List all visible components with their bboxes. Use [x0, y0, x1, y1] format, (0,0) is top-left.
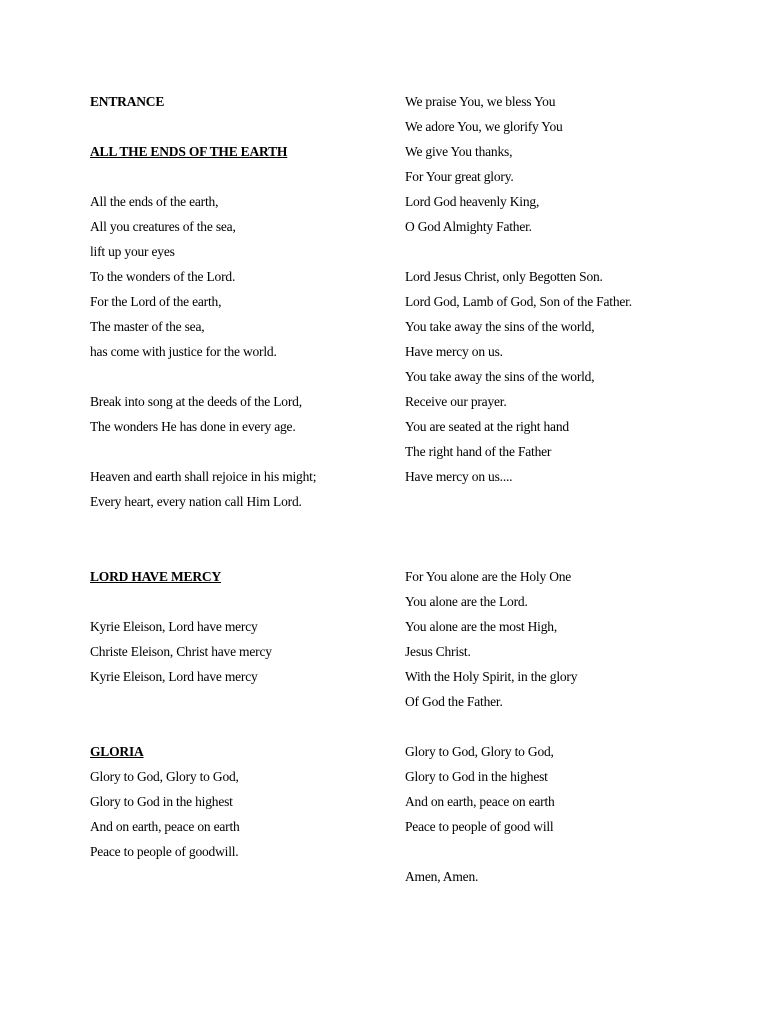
blank-line — [90, 164, 390, 189]
lyric-line: O God Almighty Father. — [405, 219, 532, 234]
lyric-line: All the ends of the earth, — [90, 194, 219, 209]
lyric-line: For the Lord of the earth, — [90, 294, 222, 309]
lyric-line: You alone are the Lord. — [405, 594, 528, 609]
blank-line — [90, 714, 390, 739]
lyric-line: You take away the sins of the world, — [405, 369, 595, 384]
lyric-line: Peace to people of good will — [405, 819, 554, 834]
blank-line — [405, 489, 735, 514]
lyric-line: Have mercy on us. — [405, 344, 503, 359]
lyric-line: Christe Eleison, Christ have mercy — [90, 644, 272, 659]
blank-line — [405, 514, 735, 539]
lyric-line: All you creatures of the sea, — [90, 219, 236, 234]
lyric-line: lift up your eyes — [90, 244, 175, 259]
lyric-line: Lord God heavenly King, — [405, 194, 540, 209]
lyric-line: You alone are the most High, — [405, 619, 558, 634]
blank-line — [90, 589, 390, 614]
blank-line — [90, 364, 390, 389]
blank-line — [405, 539, 735, 564]
lyric-line: We praise You, we bless You — [405, 94, 556, 109]
lyric-line: Every heart, every nation call Him Lord. — [90, 494, 302, 509]
lyric-line: With the Holy Spirit, in the glory — [405, 669, 578, 684]
section-title: ALL THE ENDS OF THE EARTH — [90, 144, 288, 159]
lyric-line: Break into song at the deeds of the Lord, — [90, 394, 302, 409]
lyric-line: We adore You, we glorify You — [405, 119, 563, 134]
blank-line — [90, 114, 390, 139]
lyric-line: You are seated at the right hand — [405, 419, 569, 434]
lyric-line: Kyrie Eleison, Lord have mercy — [90, 669, 258, 684]
lyric-line: Peace to people of goodwill. — [90, 844, 239, 859]
blank-line — [405, 839, 735, 864]
lyric-line: Of God the Father. — [405, 694, 503, 709]
lyric-line: The right hand of the Father — [405, 444, 552, 459]
section-heading: ENTRANCE — [90, 94, 165, 109]
lyric-line: Amen, Amen. — [405, 869, 479, 884]
lyric-line: Heaven and earth shall rejoice in his might; — [90, 469, 317, 484]
lyric-line: For Your great glory. — [405, 169, 514, 184]
lyric-line: We give You thanks, — [405, 144, 513, 159]
lyric-line: has come with justice for the world. — [90, 344, 277, 359]
lyric-line: And on earth, peace on earth — [405, 794, 555, 809]
lyric-line: Lord Jesus Christ, only Begotten Son. — [405, 269, 603, 284]
lyric-line: Glory to God, Glory to God, — [90, 769, 239, 784]
blank-line — [90, 514, 390, 539]
lyric-line: Lord God, Lamb of God, Son of the Father. — [405, 294, 632, 309]
blank-line — [405, 714, 735, 739]
blank-line — [90, 539, 390, 564]
lyric-line: Jesus Christ. — [405, 644, 471, 659]
lyric-line: Glory to God in the highest — [90, 794, 233, 809]
section-title: LORD HAVE MERCY — [90, 569, 222, 584]
lyric-line: Kyrie Eleison, Lord have mercy — [90, 619, 258, 634]
lyric-line: To the wonders of the Lord. — [90, 269, 236, 284]
blank-line — [405, 239, 735, 264]
lyric-line: Glory to God in the highest — [405, 769, 548, 784]
right-column — [405, 89, 735, 889]
lyric-line: Glory to God, Glory to God, — [405, 744, 554, 759]
lyric-line: And on earth, peace on earth — [90, 819, 240, 834]
lyric-line: The wonders He has done in every age. — [90, 419, 296, 434]
left-column — [90, 89, 390, 864]
lyric-line: Receive our prayer. — [405, 394, 507, 409]
blank-line — [90, 689, 390, 714]
blank-line — [90, 439, 390, 464]
section-title: GLORIA — [90, 744, 144, 759]
lyric-line: Have mercy on us.... — [405, 469, 513, 484]
lyric-line: You take away the sins of the world, — [405, 319, 595, 334]
lyric-line: For You alone are the Holy One — [405, 569, 572, 584]
lyric-line: The master of the sea, — [90, 319, 205, 334]
